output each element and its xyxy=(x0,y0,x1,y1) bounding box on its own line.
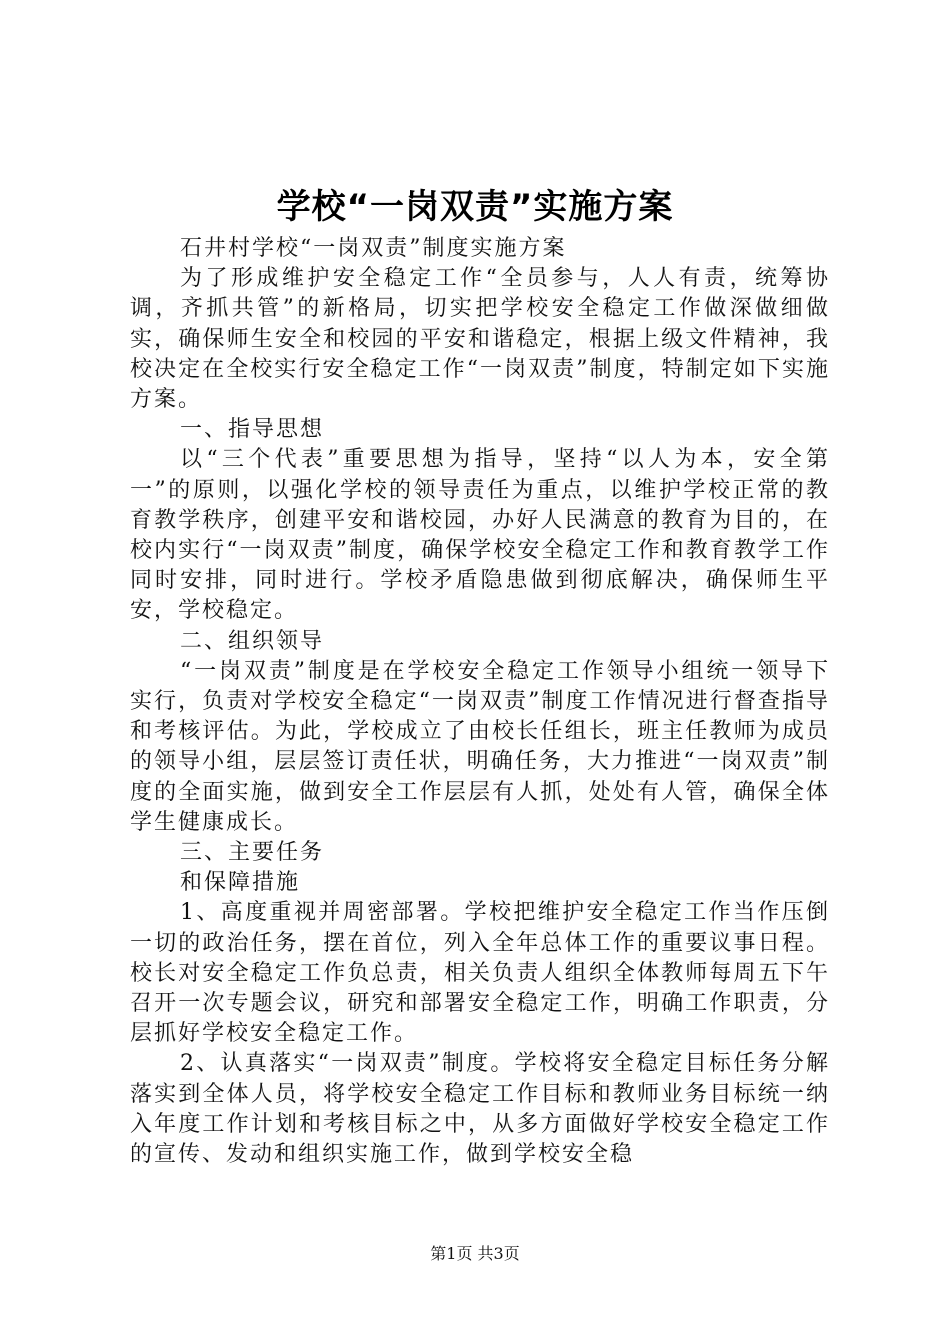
section-heading-main-tasks-continued: 和保障措施 xyxy=(180,870,301,896)
section-heading-guiding-ideology: 一、指导思想 xyxy=(180,417,325,443)
section-heading-main-tasks: 三、主要任务 xyxy=(180,840,325,866)
paragraph-guiding-ideology: 以“三个代表”重要思想为指导，坚持“以人为本，安全第一”的原则，以强化学校的领导责任为重点，以维护学校正常的教育教学秩序，创建平安和谐校园，办好人民满意的教育为目的，在校内实行“一岗双责”制度，确保学校安全稳定工作和教育教学工作同时安排，同时进行。学校矛盾隐患做到彻底解决，确保师生平安，学校稳定。 xyxy=(130,447,830,624)
section-heading-organization: 二、组织领导 xyxy=(180,628,325,654)
document-title: 学校“一岗双责”实施方案 xyxy=(276,187,674,227)
document-body xyxy=(130,234,830,1170)
page-footer: 第1页 共3页 xyxy=(430,1244,520,1263)
paragraph-intro: 为了形成维护安全稳定工作“全员参与，人人有责，统筹协调，齐抓共管”的新格局，切实把学校安全稳定工作做深做细做实，确保师生安全和校园的平安和谐稳定，根据上级文件精神，我校决定在全校实行安全稳定工作“一岗双责”制度，特制定如下实施方案。 xyxy=(130,266,830,413)
paragraph-task-2: 2、认真落实“一岗双责”制度。学校将安全稳定目标任务分解落实到全体人员，将学校安全稳定工作目标和教师业务目标统一纳入年度工作计划和考核目标之中，从多方面做好学校安全稳定工作的宣传、发动和组织实施工作，做到学校安全稳 xyxy=(130,1051,830,1168)
paragraph-organization: “一岗双责”制度是在学校安全稳定工作领导小组统一领导下实行，负责对学校安全稳定“一岗双责”制度工作情况进行督查指导和考核评估。为此，学校成立了由校长任组长，班主任教师为成员的领导小组，层层签订责任状，明确任务，大力推进“一岗双责”制度的全面实施，做到安全工作层层有人抓，处处有人管，确保全体学生健康成长。 xyxy=(130,658,830,835)
paragraph-subtitle: 石井村学校“一岗双责”制度实施方案 xyxy=(180,236,567,261)
paragraph-task-1: 1、高度重视并周密部署。学校把维护安全稳定工作当作压倒一切的政治任务，摆在首位，列入全年总体工作的重要议事日程。校长对安全稳定工作负总责，相关负责人组织全体教师每周五下午召开一次专题会议，研究和部署安全稳定工作，明确工作职责，分层抓好学校安全稳定工作。 xyxy=(130,900,830,1047)
